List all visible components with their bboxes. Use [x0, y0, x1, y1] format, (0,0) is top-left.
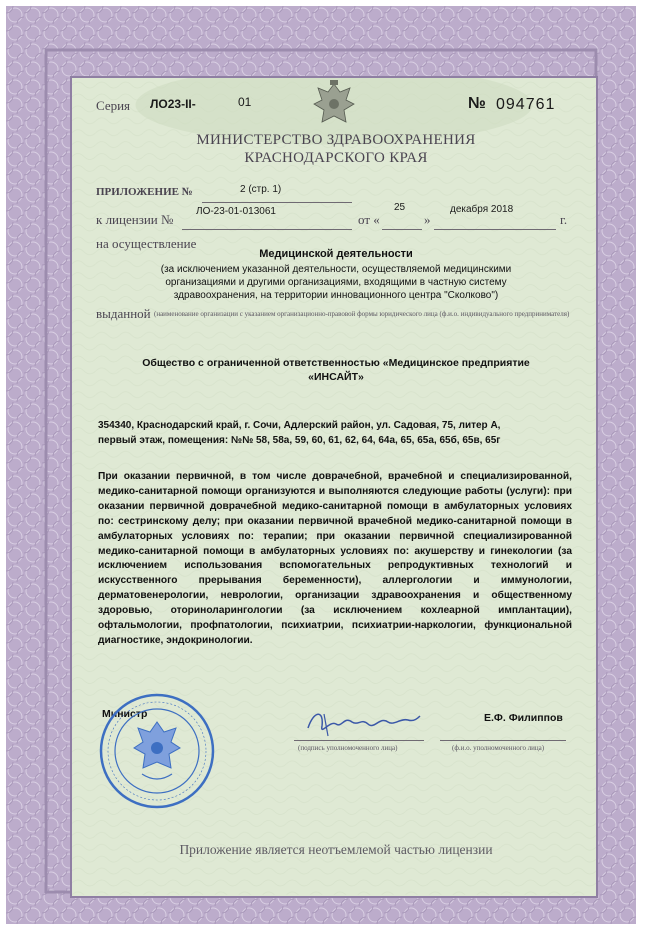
- organization-name: Общество с ограниченной ответственностью «Медицинское предприятие «ИНСАЙТ»: [142, 357, 530, 383]
- series-number: 01: [238, 95, 252, 109]
- coat-of-arms-icon: [304, 78, 364, 132]
- issued-caption: (наименование организации с указанием организационно-правовой формы юридического лица (ф.и.о. индивидуального предпринимателя): [154, 310, 570, 318]
- license-year-suffix: г.: [560, 212, 568, 227]
- signatory-position: Министр: [102, 708, 148, 720]
- license-close-quote: »: [424, 212, 431, 227]
- license-month-year: декабря 2018: [450, 204, 514, 215]
- address-line-1: 354340, Краснодарский край, г. Сочи, Адлерский район, ул. Садовая, 75, литер А,: [98, 420, 501, 431]
- activity-description: (за исключением указанной деятельности, осуществляемой медицинскими организациями и другими организациями, входящими в частную систему здравоохранения, на территории инновационного центра "Сколково"): [160, 264, 512, 301]
- license-form-number: 094761: [496, 96, 556, 113]
- official-seal: [98, 692, 216, 810]
- series-code: ЛО23-II-: [150, 97, 196, 111]
- appendix-label: ПРИЛОЖЕНИЕ №: [96, 186, 193, 198]
- issued-label: выданной: [96, 306, 151, 321]
- document-body: [70, 76, 598, 898]
- address-line-2: первый этаж, помещения: №№ 58, 58а, 59, 60, 61, 62, 64, 64а, 65, 65а, 65б, 65в, 65г: [98, 435, 501, 446]
- series-label: Серия: [96, 98, 131, 113]
- signature-caption: (подпись уполномоченного лица): [298, 744, 398, 752]
- activity-title: Медицинской деятельности: [259, 248, 413, 260]
- name-caption: (ф.и.о. уполномоченного лица): [452, 744, 545, 752]
- license-day: 25: [394, 202, 406, 213]
- footer-note: Приложение является неотъемлемой частью лицензии: [179, 842, 493, 857]
- license-sheet: [6, 6, 636, 924]
- number-prefix: №: [468, 95, 486, 112]
- handwritten-signature: [304, 706, 424, 740]
- signatory-name: Е.Ф. Филиппов: [484, 712, 563, 724]
- authority-line-2: КРАСНОДАРСКОГО КРАЯ: [244, 150, 428, 166]
- license-number: ЛО-23-01-013061: [196, 206, 276, 217]
- authority-line-1: МИНИСТЕРСТВО ЗДРАВООХРАНЕНИЯ: [196, 132, 476, 148]
- services-text: При оказании первичной, в том числе доврачебной, врачебной и специализированной, медико-санитарной помощи организуются и выполняются следующие работы (услуги): при оказании первичной доврачебной медико-санитарной помощи в амбулаторных условиях по: сестринскому делу; при оказании первичной врачебной медико-санитарной помощи в амбулаторных условиях по: терапии; при оказании первичной специализированной медико-санитарной помощи в амбулаторных условиях по: акушерству и гинекологии (за исключением использования вспомогательных репродуктивных технологий и искусственного прерывания беременности), аллергологии и иммунологии, дерматовенерологии, неврологии, организации здравоохранения и общественному здоровью, оториноларингологии (за исключением кохлеарной имплантации), офтальмологии, профпатологии, психиатрии, психиатрии-наркологии, функциональной диагностике, эндокринологии.: [98, 471, 572, 646]
- activity-label: на осуществление: [96, 236, 197, 251]
- appendix-value: 2 (стр. 1): [240, 184, 282, 195]
- license-from-label: от «: [358, 212, 380, 227]
- license-label: к лицензии №: [96, 212, 174, 227]
